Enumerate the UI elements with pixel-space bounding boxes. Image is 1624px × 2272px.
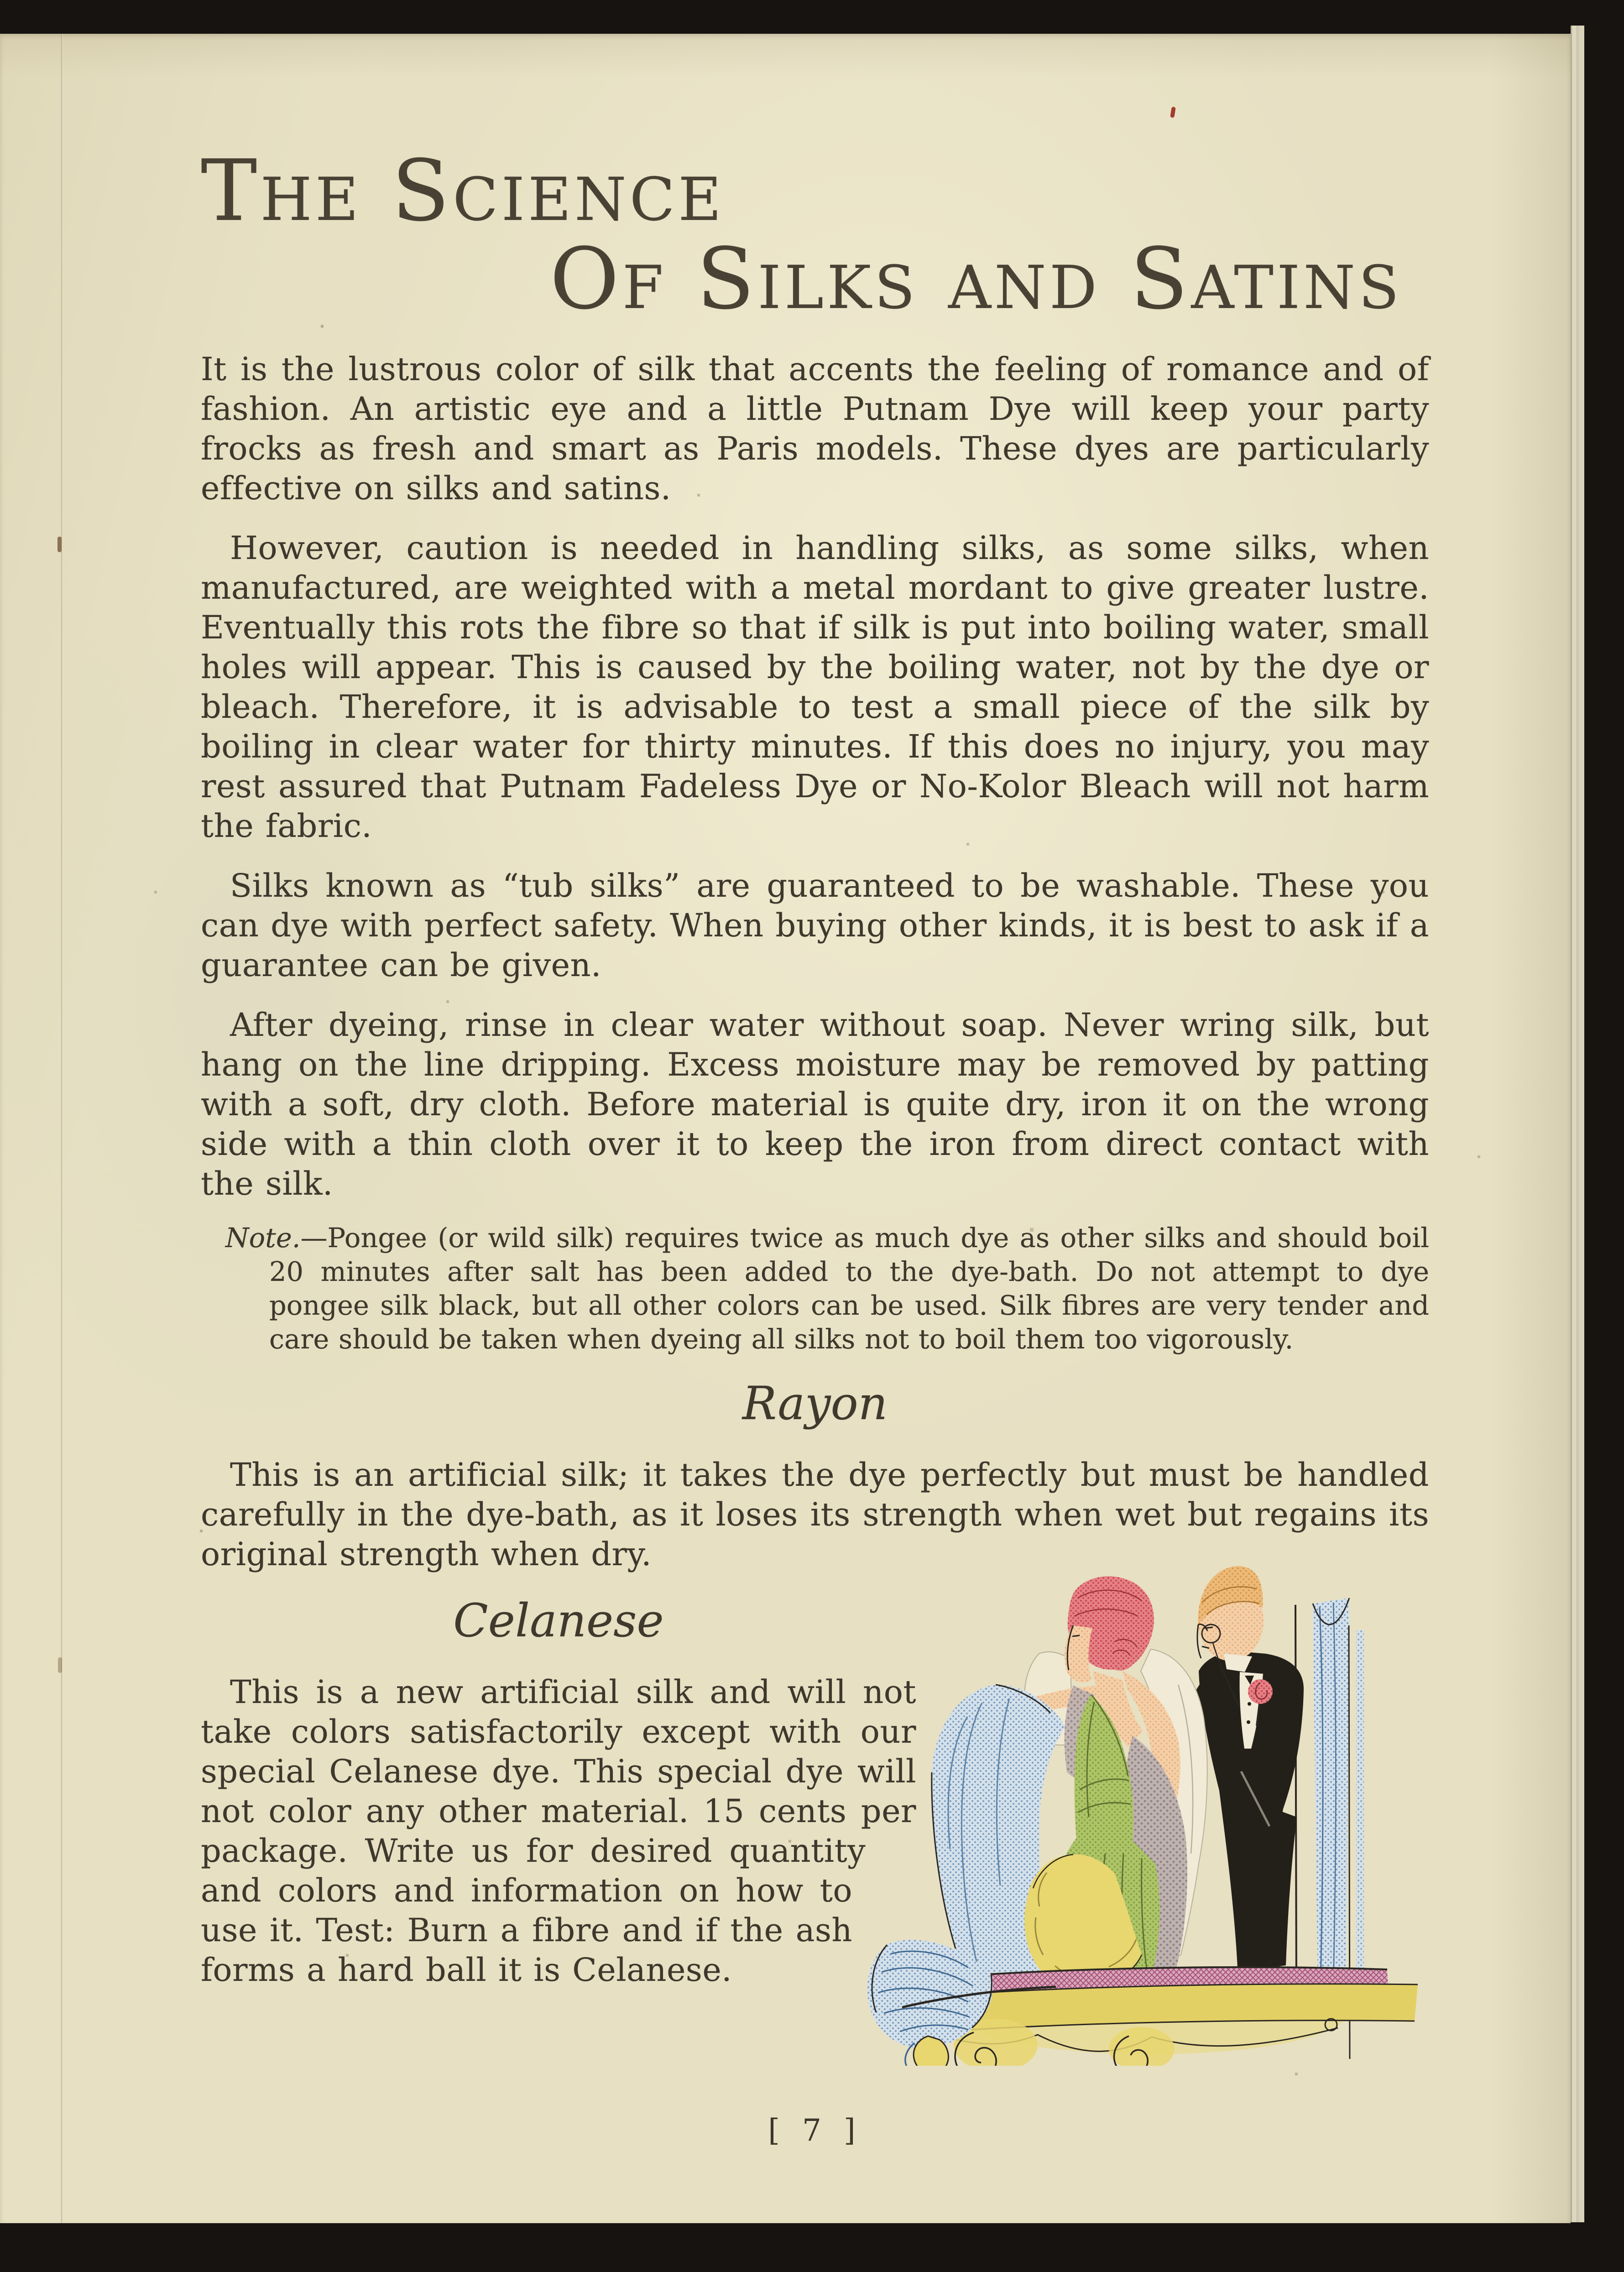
title-line-2: Of Silks and Satins bbox=[550, 230, 1403, 328]
paper-speckles bbox=[0, 34, 1, 35]
paragraph-tub-silks: Silks known as “tub silks” are guaranteed to be washable. These you can dye with perfect safety. When buying other kinds, it is best to ask if a guarantee can be given. bbox=[201, 867, 1429, 984]
paragraph-celanese: This is a new artificial silk and will not take colors satisfactorily except with our special Celanese dye. This special dye will not color any other material. 15 cents per package. Write us for desired quantity and colors and information on how to use it. Test: Burn a fibre and if the ash forms a hard ball it is Celanese. bbox=[201, 1673, 916, 1989]
binding-crease bbox=[61, 34, 63, 2223]
staple-mark bbox=[57, 537, 62, 552]
paragraph-intro: It is the lustrous color of silk that accents the feeling of romance and of fashion. An artistic eye and a little Putnam Dye will keep your party frocks as fresh and smart as Paris models. These dyes are particularly effective on silks and satins. bbox=[201, 350, 1429, 507]
book-fore-edge bbox=[1571, 26, 1584, 2222]
paragraph-rayon: This is an artificial silk; it takes the dye perfectly but must be handled carefully in the dye-bath, as it loses its strength when wet but regains its original strength when dry. bbox=[201, 1456, 1429, 1573]
page-title bbox=[201, 141, 1429, 328]
paragraph-caution: However, caution is needed in handling silks, as some silks, when manufactured, are weighted with a metal mordant to give greater lustre. Eventually this rots the fibre so that if silk is put into boiling water, small holes will appear. This is caused by the boiling water, not by the dye or bleach. Therefore, it is advisable to test a small piece of the silk by boiling in clear water for thirty minutes. If this does no injury, you may rest assured that Putnam Fadeless Dye or No-Kolor Bleach will not harm the fabric. bbox=[201, 529, 1429, 845]
heading-celanese: Celanese bbox=[453, 1594, 664, 1647]
woman-in-green-gown bbox=[931, 1576, 1207, 1990]
note-label: Note. bbox=[225, 1222, 301, 1254]
paragraph-after-dyeing: After dyeing, rinse in clear water without soap. Never wring silk, but hang on the line dripping. Excess moisture may be removed by patting with a soft, dry cloth. Before material is quite dry, iron it on the wrong side with a thin cloth over it to keep the iron from direct contact with the silk. bbox=[201, 1006, 1429, 1202]
celanese-section bbox=[201, 1594, 1429, 2066]
page-number: [ 7 ] bbox=[768, 2113, 862, 2148]
text-column bbox=[201, 34, 1429, 2148]
staple-mark bbox=[58, 1657, 62, 1673]
heading-rayon: Rayon bbox=[742, 1377, 888, 1430]
note-text: —Pongee (or wild silk) requires twice as much dye as other silks and should boil 20 minutes after salt has been added to the dye-bath. Do not attempt to dye pongee silk black, but all other colors can be used. Silk fibres are very tender and care should be taken when dyeing all silks not to boil them too vigorously. bbox=[269, 1222, 1429, 1355]
note-paragraph bbox=[201, 1221, 1429, 1356]
booklet-page bbox=[0, 34, 1571, 2223]
title-line-1: The Science bbox=[201, 141, 725, 240]
couple-illustration bbox=[859, 1534, 1429, 2066]
